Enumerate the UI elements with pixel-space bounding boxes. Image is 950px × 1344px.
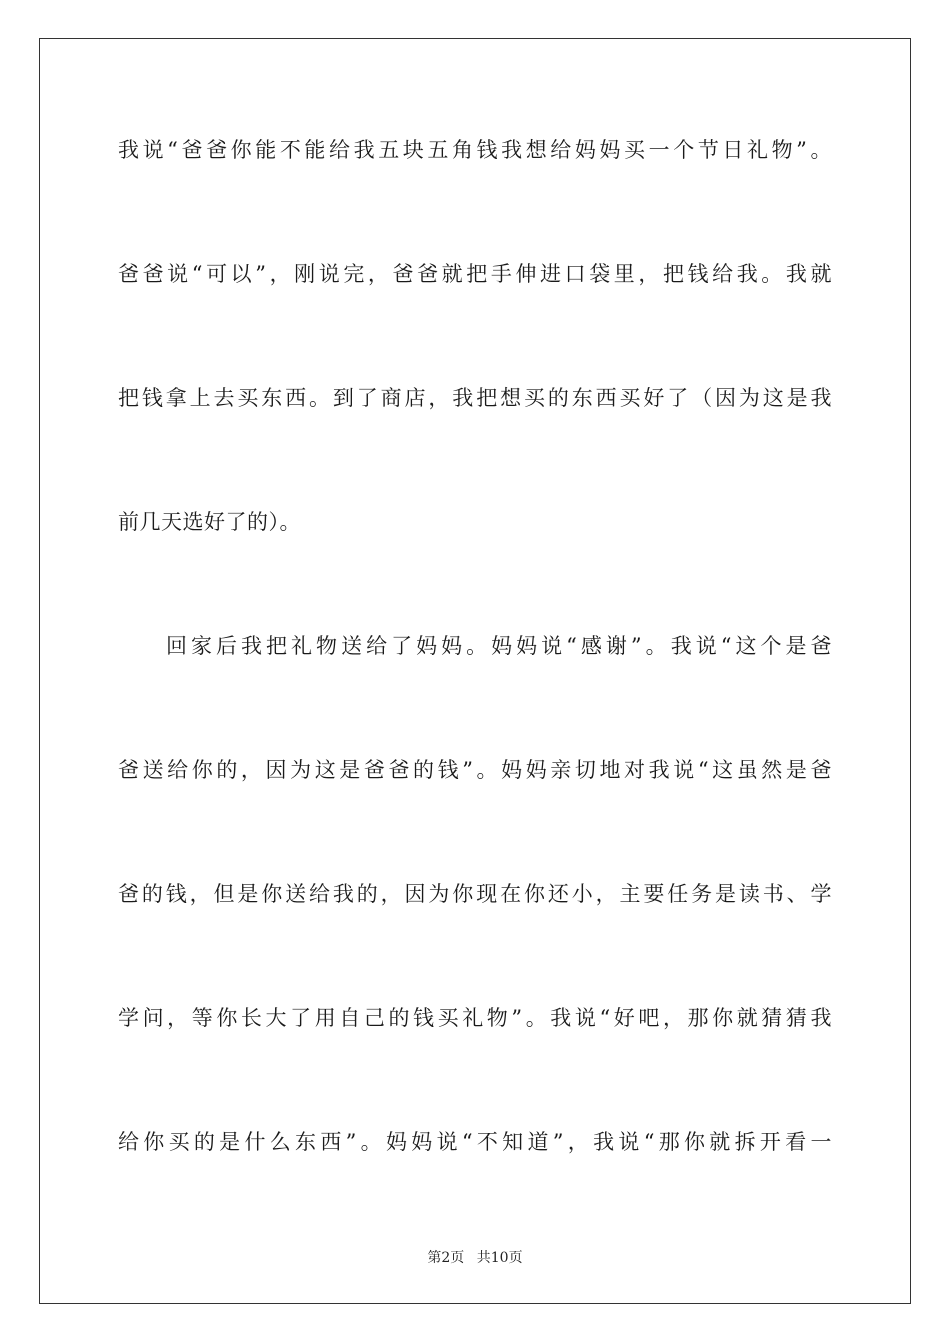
page-total: 共10页: [476, 1250, 523, 1266]
text-line-7: 爸的钱，但是你送给我的，因为你现在你还小，主要任务是读书、学: [118, 882, 832, 906]
text-line-6: 爸送给你的，因为这是爸爸的钱”。妈妈亲切地对我说“这虽然是爸: [118, 758, 832, 782]
text-line-2: 爸爸说“可以”，刚说完，爸爸就把手伸进口袋里，把钱给我。我就: [118, 262, 832, 286]
text-line-8: 学问，等你长大了用自己的钱买礼物”。我说“好吧，那你就猜猜我: [118, 1006, 832, 1030]
page-number: 第2页: [427, 1250, 465, 1266]
text-line-4: 前几天选好了的）。: [118, 510, 301, 534]
page-border: [39, 38, 911, 1304]
text-line-5: 回家后我把礼物送给了妈妈。妈妈说“感谢”。我说“这个是爸: [166, 634, 832, 658]
text-line-9: 给你买的是什么东西”。妈妈说“不知道”，我说“那你就拆开看一: [118, 1130, 832, 1154]
text-line-1: 我说“爸爸你能不能给我五块五角钱我想给妈妈买一个节日礼物”。: [118, 138, 832, 162]
text-line-3: 把钱拿上去买东西。到了商店，我把想买的东西买好了（因为这是我: [118, 386, 832, 410]
page-footer: [0, 1247, 950, 1267]
